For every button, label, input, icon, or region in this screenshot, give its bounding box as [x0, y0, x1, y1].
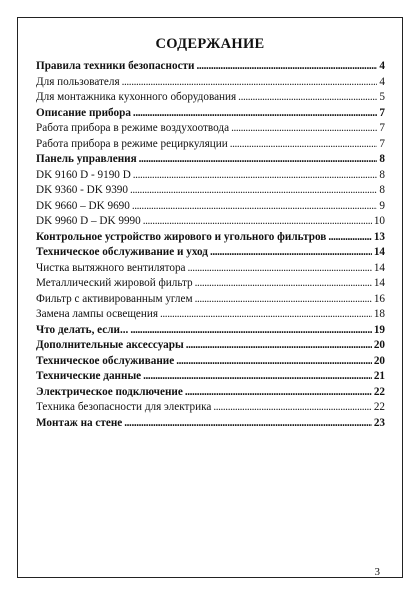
- toc-leader: [186, 338, 372, 354]
- table-of-contents: [36, 59, 385, 431]
- toc-entry-page: 20: [373, 339, 385, 351]
- toc-entry[interactable]: [36, 59, 385, 75]
- toc-leader: [124, 416, 372, 432]
- toc-leader: [143, 369, 372, 385]
- toc-entry[interactable]: [36, 292, 385, 308]
- toc-entry-label: Работа прибора в режиме воздухоотвода: [36, 122, 230, 134]
- toc-entry-label: Для пользователя: [36, 75, 120, 88]
- toc-entry-label: DK 9360 - DK 9390: [36, 184, 128, 196]
- toc-entry-page: 13: [373, 230, 385, 243]
- toc-entry-label: Металлический жировой фильтр: [36, 277, 193, 289]
- toc-entry-label: Работа прибора в режиме рециркуляции: [36, 137, 228, 150]
- toc-entry-page: 5: [379, 91, 385, 103]
- toc-entry[interactable]: [36, 323, 385, 339]
- page-number: 3: [374, 566, 380, 578]
- toc-entry[interactable]: [36, 214, 385, 230]
- toc-entry[interactable]: [36, 137, 385, 153]
- toc-entry[interactable]: [36, 245, 385, 261]
- toc-leader: [213, 400, 371, 416]
- toc-leader: [238, 90, 377, 106]
- toc-entry-label: Техническое обслуживание: [36, 354, 175, 367]
- toc-entry-page: 9: [379, 199, 385, 212]
- toc-entry[interactable]: [36, 307, 385, 323]
- page-title: СОДЕРЖАНИЕ: [155, 36, 265, 52]
- toc-entry-page: 14: [373, 246, 385, 258]
- toc-leader: [230, 137, 378, 153]
- toc-entry-label: Для монтажника кухонного оборудования: [36, 91, 237, 103]
- toc-entry[interactable]: [36, 276, 385, 292]
- toc-entry-label: DK 9660 – DK 9690: [36, 199, 130, 212]
- toc-entry[interactable]: [36, 369, 385, 385]
- toc-entry-page: 22: [373, 385, 385, 398]
- toc-entry-page: 20: [373, 354, 385, 367]
- toc-leader: [185, 385, 372, 401]
- toc-entry-label: Техническое обслуживание и уход: [36, 246, 208, 258]
- toc-entry-page: 21: [373, 370, 385, 382]
- toc-entry-page: 14: [373, 277, 385, 289]
- toc-entry[interactable]: [36, 106, 385, 122]
- toc-entry[interactable]: [36, 416, 385, 432]
- toc-entry-label: Техника безопасности для электрика: [36, 401, 212, 413]
- toc-entry[interactable]: [36, 199, 385, 215]
- toc-entry[interactable]: [36, 152, 385, 168]
- toc-leader: [210, 245, 372, 261]
- toc-entry-label: Контрольное устройство жирового и угольного фильтров: [36, 230, 327, 243]
- toc-entry-page: 7: [379, 137, 385, 150]
- toc-leader: [139, 152, 378, 168]
- toc-entry-page: 7: [379, 106, 385, 119]
- toc-entry-label: Правила техники безопасности: [36, 60, 195, 72]
- toc-entry-label: Дополнительные аксессуары: [36, 339, 184, 351]
- toc-entry-page: 18: [373, 308, 385, 320]
- toc-entry-label: Панель управления: [36, 153, 137, 165]
- toc-leader: [133, 106, 377, 122]
- toc-entry-page: 14: [373, 261, 385, 274]
- toc-entry-label: Технические данные: [36, 370, 142, 382]
- toc-entry-label: Фильтр с активированным углем: [36, 292, 193, 305]
- toc-entry[interactable]: [36, 354, 385, 370]
- toc-leader: [130, 183, 377, 199]
- toc-leader: [195, 292, 372, 308]
- toc-entry-label: DK 9960 D – DK 9990: [36, 215, 141, 227]
- toc-leader: [143, 214, 372, 230]
- toc-entry-page: 4: [379, 60, 385, 72]
- toc-entry-label: DK 9160 D - 9190 D: [36, 168, 131, 181]
- toc-leader: [176, 354, 372, 370]
- toc-entry[interactable]: [36, 90, 385, 106]
- toc-leader: [130, 323, 371, 339]
- toc-entry-page: 19: [373, 323, 385, 336]
- toc-entry-page: 4: [379, 75, 385, 88]
- toc-entry[interactable]: [36, 168, 385, 184]
- toc-entry-page: 10: [373, 215, 385, 227]
- toc-leader: [195, 276, 372, 292]
- toc-entry[interactable]: [36, 230, 385, 246]
- toc-entry[interactable]: [36, 400, 385, 416]
- toc-entry-label: Монтаж на стене: [36, 416, 123, 429]
- toc-leader: [133, 168, 378, 184]
- toc-entry-label: Описание прибора: [36, 106, 131, 119]
- toc-entry[interactable]: [36, 75, 385, 91]
- toc-entry[interactable]: [36, 183, 385, 199]
- toc-entry-page: 8: [379, 153, 385, 165]
- toc-entry-page: 8: [379, 184, 385, 196]
- toc-entry-page: 7: [379, 122, 385, 134]
- toc-entry-label: Электрическое подключение: [36, 385, 183, 398]
- toc-leader: [196, 59, 377, 75]
- toc-entry-page: 8: [379, 168, 385, 181]
- toc-leader: [231, 121, 377, 137]
- toc-entry-page: 23: [373, 416, 385, 429]
- toc-entry[interactable]: [36, 121, 385, 137]
- toc-entry[interactable]: [36, 338, 385, 354]
- toc-leader: [328, 230, 371, 246]
- toc-leader: [188, 261, 372, 277]
- toc-entry-label: Что делать, если...: [36, 323, 129, 336]
- toc-entry-label: Чистка вытяжного вентилятора: [36, 261, 186, 274]
- toc-entry[interactable]: [36, 385, 385, 401]
- toc-entry-label: Замена лампы освещения: [36, 308, 159, 320]
- toc-leader: [160, 307, 372, 323]
- toc-entry-page: 16: [373, 292, 385, 305]
- toc-leader: [132, 199, 378, 215]
- toc-entry[interactable]: [36, 261, 385, 277]
- toc-leader: [122, 75, 378, 91]
- toc-entry-page: 22: [373, 401, 385, 413]
